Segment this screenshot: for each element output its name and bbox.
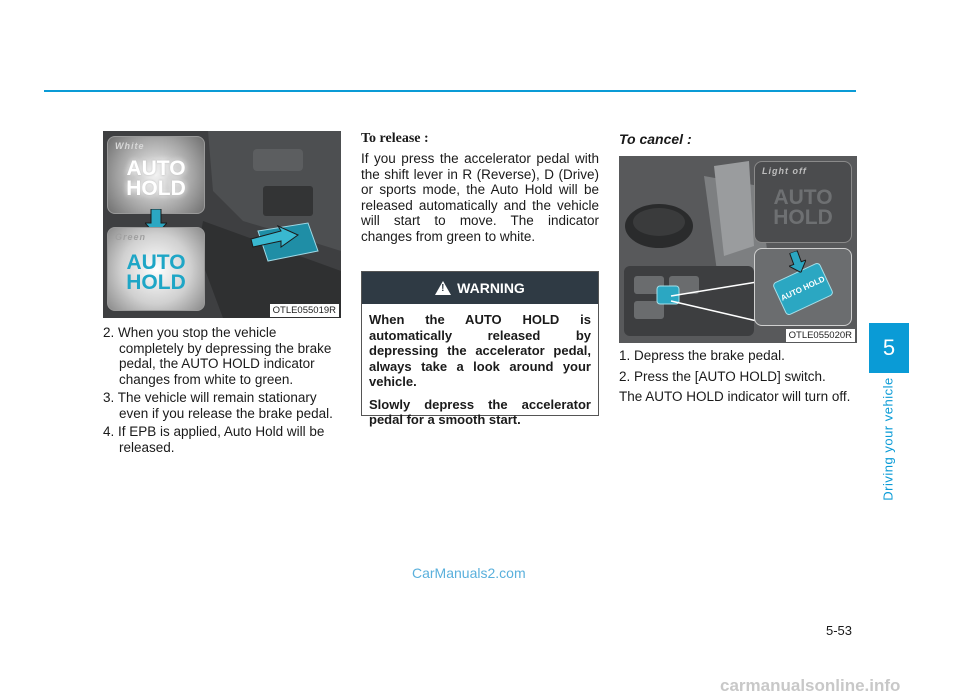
chapter-title: Driving your vehicle [880, 377, 896, 501]
list-item: 3. The vehicle will remain stationary even if you release the brake pedal. [103, 390, 333, 421]
chapter-number-tab: 5 [869, 323, 909, 373]
list-item: 1. Depress the brake pedal. [619, 348, 785, 363]
cancel-steps [619, 348, 857, 410]
cancel-note: The AUTO HOLD indicator will turn off. [619, 389, 851, 404]
steps-list [103, 325, 341, 458]
warning-text: Slowly depress the accelerator pedal for a smooth start. [369, 396, 591, 427]
footer-watermark: carmanualsonline.info [720, 676, 901, 695]
watermark-link[interactable]: CarManuals2.com [412, 565, 526, 581]
list-item: 2. Press the [AUTO HOLD] switch. [619, 368, 826, 384]
release-text: If you press the accelerator pedal with the shift lever in R (Reverse), D (Drive) or sports mode, the Auto Hold will be released automatically and the vehicle will start to move. The indicator changes from green to white. [361, 151, 599, 244]
indicator-panel-green: Green AUTO HOLD [107, 227, 205, 311]
release-heading: To release : [361, 131, 429, 146]
list-item: 4. If EPB is applied, Auto Hold will be released. [103, 424, 325, 455]
auto-hold-switch-closeup [754, 248, 852, 326]
indicator-panel-white: White AUTO HOLD [107, 136, 205, 214]
auto-hold-label-off: AUTO HOLD [773, 186, 833, 229]
figure-auto-hold-switch [619, 156, 857, 343]
warning-header: ! WARNING [362, 272, 598, 304]
auto-hold-switch: AUTO HOLD [772, 262, 834, 317]
header-rule [44, 90, 856, 92]
figure-auto-hold-indicator [103, 131, 341, 318]
figure-code: OTLE055019R [270, 304, 339, 317]
warning-box [361, 271, 599, 427]
auto-hold-label-green: AUTO HOLD [126, 251, 186, 294]
page-number: 5-53 [826, 623, 853, 638]
cancel-heading: To cancel : [619, 131, 692, 147]
figure-code: OTLE055020R [786, 329, 855, 342]
warning-icon [435, 281, 451, 295]
indicator-panel-off: Light off AUTO HOLD [754, 161, 852, 243]
warning-text: When the AUTO HOLD is automatically released by depressing the accelerator pedal, always take a look around your vehicle. [369, 312, 591, 389]
auto-hold-label-white: AUTO HOLD [126, 157, 186, 200]
list-item: 2. When you stop the vehicle completely by depressing the brake pedal, the AUTO HOLD indicator changes from white to green. [103, 325, 332, 387]
